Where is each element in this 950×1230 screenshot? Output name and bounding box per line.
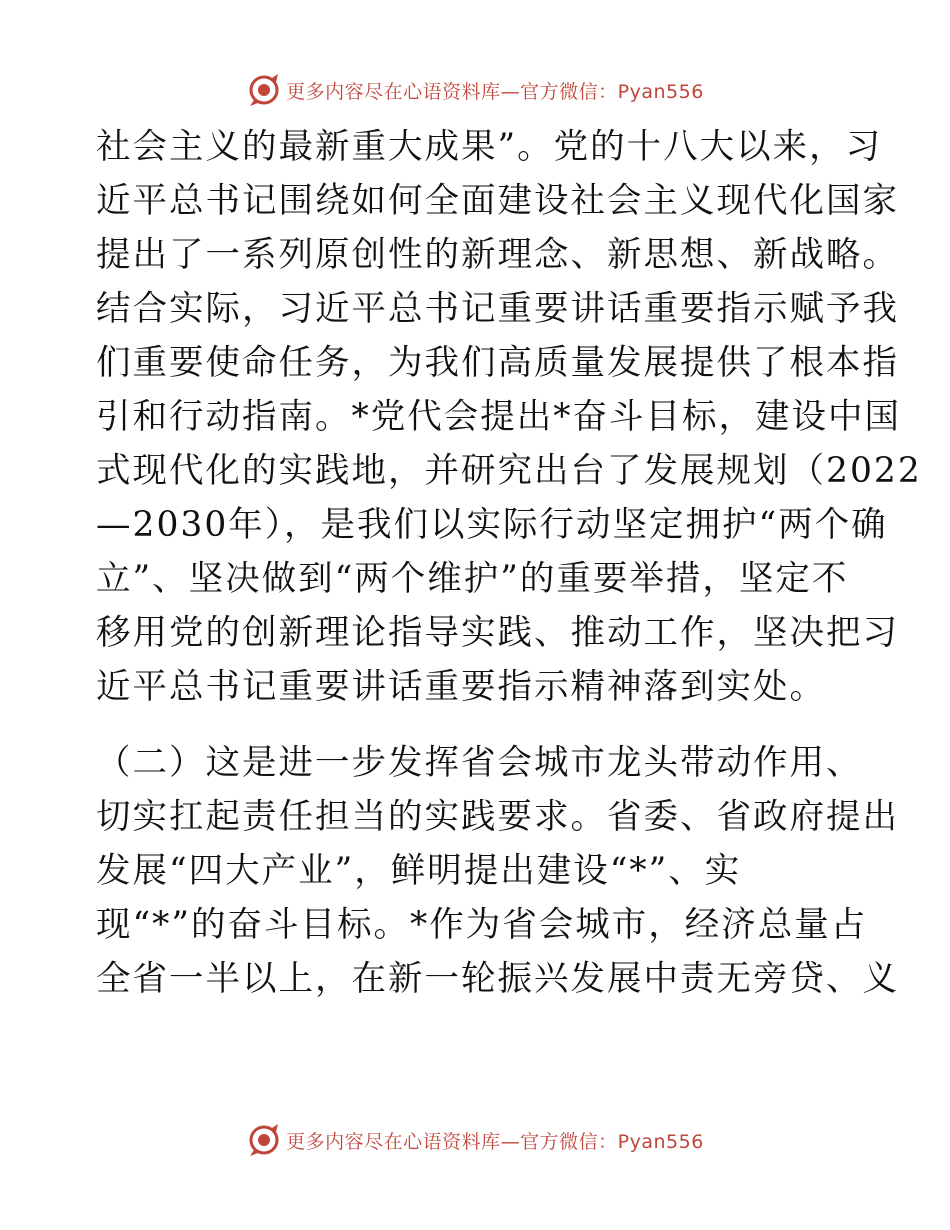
text-line: 结合实际，习近平总书记重要讲话重要指示赋予我 xyxy=(96,289,899,329)
text-line: 近平总书记围绕如何全面建设社会主义现代化国家 xyxy=(96,181,899,221)
paragraph xyxy=(96,120,922,714)
text-line: 全省一半以上，在新一轮振兴发展中责无旁贷、义 xyxy=(96,959,899,999)
paragraph-gap xyxy=(96,714,856,736)
watermark-footer xyxy=(0,1120,950,1160)
text-line: 移用党的创新理论指导实践、推动工作，坚决把习 xyxy=(96,613,899,653)
text-line: 提出了一系列原创性的新理念、新思想、新战略。 xyxy=(96,235,899,275)
text-line: 切实扛起责任担当的实践要求。省委、省政府提出 xyxy=(96,797,899,837)
text-line: 引和行动指南。*党代会提出*奋斗目标，建设中国 xyxy=(96,397,901,437)
brand-logo-icon xyxy=(246,72,282,108)
text-line: 发展“四大产业”，鲜明提出建设“*”、实 xyxy=(96,851,742,891)
text-line: 式现代化的实践地，并研究出台了发展规划（2022 xyxy=(96,451,922,491)
text-line: 现“*”的奋斗目标。*作为省会城市，经济总量占 xyxy=(96,905,868,945)
text-line: 们重要使命任务，为我们高质量发展提供了根本指 xyxy=(96,343,899,383)
text-line: 近平总书记重要讲话重要指示精神落到实处。 xyxy=(96,667,826,707)
watermark-header xyxy=(0,70,950,110)
watermark-text: 更多内容尽在心语资料库—官方微信：Pyan556 xyxy=(286,80,704,103)
watermark-text: 更多内容尽在心语资料库—官方微信：Pyan556 xyxy=(286,1130,704,1153)
text-line: —2030年），是我们以实际行动坚定拥护“两个确 xyxy=(96,505,888,545)
text-line: 立”、坚决做到“两个维护”的重要举措，坚定不 xyxy=(96,559,849,599)
brand-logo-icon xyxy=(246,1122,282,1158)
paragraph xyxy=(96,736,899,1006)
text-line: （二）这是进一步发挥省会城市龙头带动作用、 xyxy=(96,743,863,783)
text-line: 社会主义的最新重大成果”。党的十八大以来，习 xyxy=(96,127,883,167)
document-body xyxy=(96,120,922,1006)
